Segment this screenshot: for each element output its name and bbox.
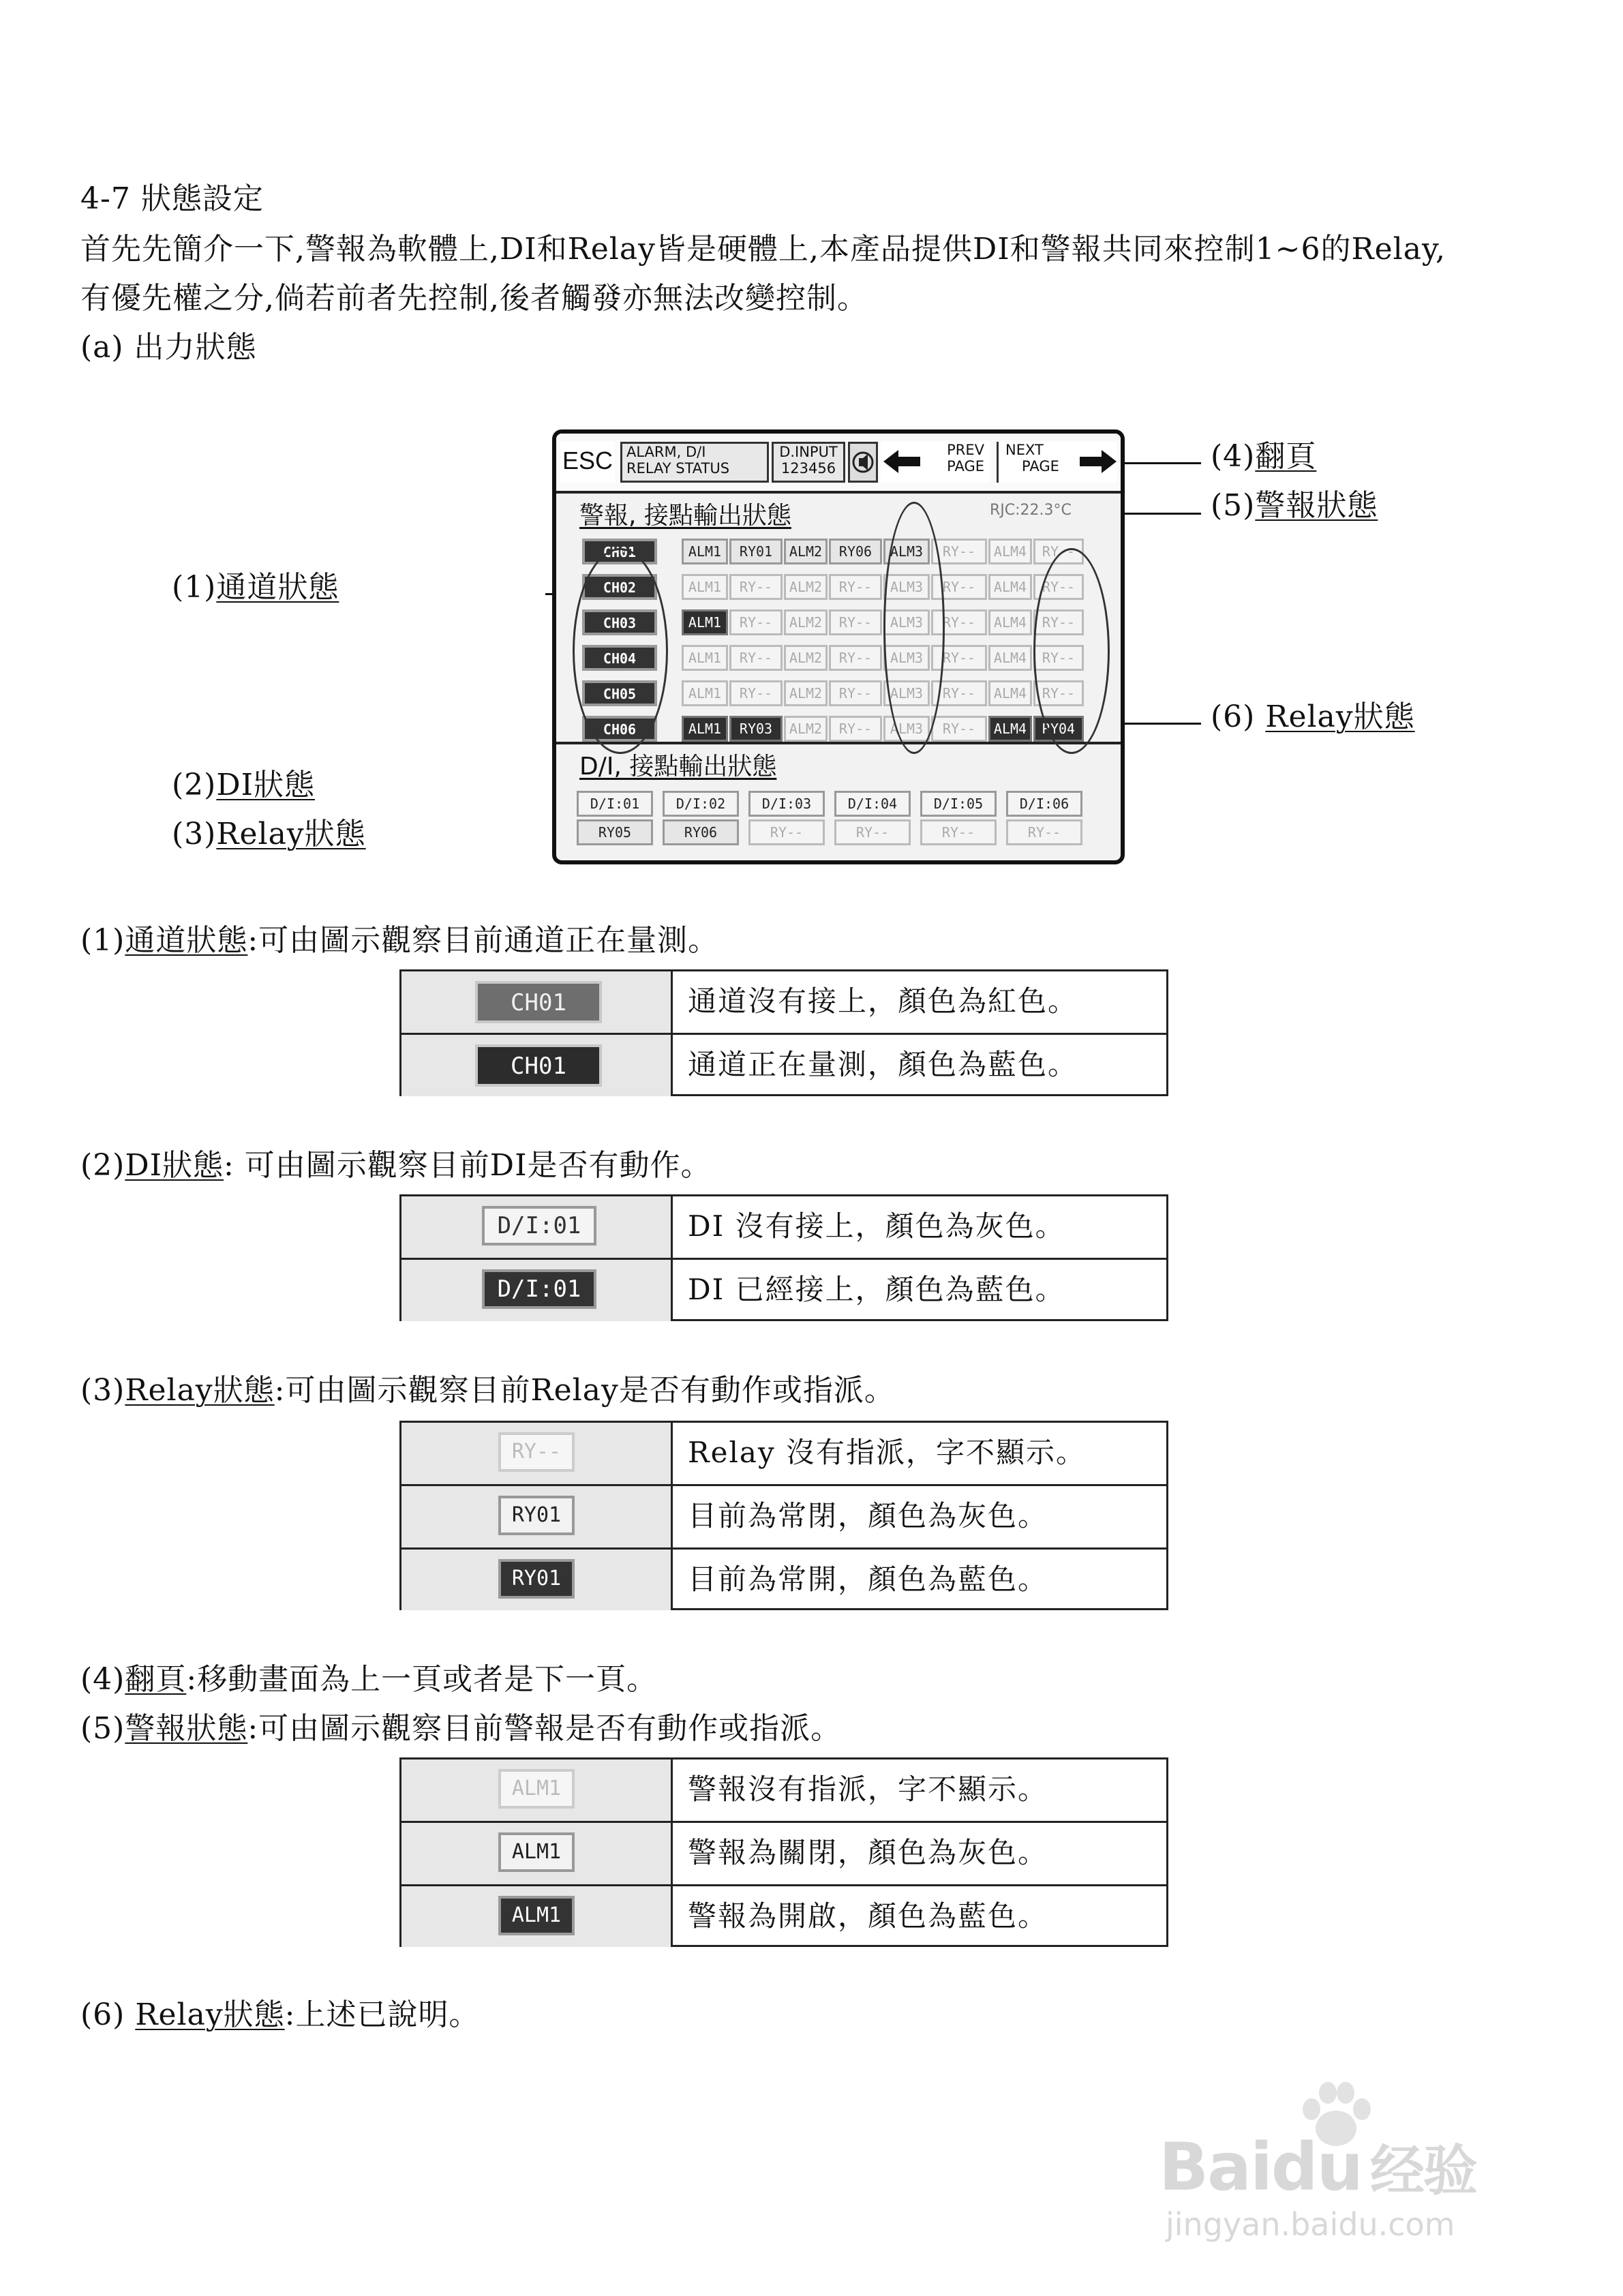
relay-badge-no: RY01 — [498, 1559, 575, 1599]
di-relay-cell: RY06 — [663, 819, 739, 845]
table-row — [401, 1759, 1166, 1821]
table-row — [401, 1423, 1166, 1484]
dinput-line-1: D.INPUT — [779, 444, 838, 460]
subheading-output-status: (a) 出力狀態 — [80, 330, 257, 365]
alarm-cell: ALM4 — [988, 574, 1032, 600]
table-cell-text: 目前為常開，顏色為藍色。 — [688, 1562, 1048, 1596]
table-row — [401, 1886, 1166, 1947]
alarm-cell: ALM4 — [988, 680, 1032, 706]
desc-4-text: :移動畫面為上一頁或者是下一頁。 — [186, 1662, 658, 1697]
di-cell: D/I:05 — [920, 791, 997, 817]
relay-badge-nc: RY01 — [498, 1496, 575, 1535]
table-cell-text: 警報為開啟，顏色為藍色。 — [688, 1899, 1048, 1933]
callout-6-text: Relay狀態 — [1265, 699, 1415, 734]
relay-cell: RY06 — [829, 539, 882, 564]
table-cell-text: 通道沒有接上，顏色為紅色。 — [688, 984, 1078, 1018]
desc-4-number: (4) — [80, 1662, 125, 1697]
desc-1-number: (1) — [80, 923, 125, 958]
alarm-cell: ALM3 — [883, 574, 930, 600]
desc-6-number: (6) — [80, 1997, 136, 2032]
highlight-channel-column — [573, 548, 668, 754]
di-cell: D/I:03 — [748, 791, 825, 817]
alarm-cell: ALM2 — [784, 716, 828, 742]
desc-4 — [80, 1659, 657, 1700]
relay-badge-unassigned: RY-- — [498, 1432, 575, 1472]
callout-4 — [1211, 436, 1316, 477]
callout-5-text: 警報狀態 — [1255, 488, 1378, 523]
relay-cell: RY-- — [1033, 539, 1084, 564]
alarm-badge-on: ALM1 — [498, 1896, 575, 1935]
desc-4-label: 翻頁 — [125, 1662, 187, 1697]
di-badge-off: D/I:01 — [482, 1206, 596, 1245]
table-cell-text: 警報為關閉，顏色為灰色。 — [688, 1836, 1048, 1869]
relay-cell: RY-- — [931, 539, 987, 564]
watermark-url: jingyan.baidu.com — [1166, 2206, 1455, 2243]
relay-cell: RY-- — [1033, 574, 1084, 600]
callout-2-text: DI狀態 — [216, 768, 315, 802]
desc-3-text: :可由圖示觀察目前Relay是否有動作或指派。 — [274, 1373, 895, 1408]
relay-cell: RY-- — [829, 645, 882, 671]
alarm-cell: ALM3 — [883, 609, 930, 635]
intro-line-1: 首先先簡介一下,警報為軟體上,DI和Relay皆是硬體上,本產品提供DI和警報共同來控制1~6的Relay, — [80, 232, 1446, 267]
relay-cell: RY04 — [1033, 716, 1084, 742]
callout-6 — [1211, 697, 1415, 738]
relay-cell: RY-- — [931, 574, 987, 600]
channel-chip[interactable]: CH04 — [582, 645, 657, 671]
table-row — [401, 1196, 1166, 1258]
alarm-cell: ALM2 — [784, 645, 828, 671]
relay-cell: RY-- — [931, 609, 987, 635]
di-relay-cell: RY-- — [748, 819, 825, 845]
desc-6 — [80, 1995, 479, 2036]
section-heading: 4-7 狀態設定 — [80, 181, 264, 216]
alarm-cell: ALM4 — [988, 609, 1032, 635]
callout-1 — [172, 567, 339, 608]
di-relay-cell: RY-- — [1006, 819, 1082, 845]
channel-status-table — [399, 969, 1168, 1096]
relay-cell: RY-- — [829, 716, 882, 742]
device-screen — [552, 429, 1125, 864]
table-cell-text: Relay 沒有指派，字不顯示。 — [688, 1436, 1087, 1469]
alarm-cell: ALM2 — [784, 574, 828, 600]
desc-2-number: (2) — [80, 1148, 125, 1183]
di-status-table — [399, 1194, 1168, 1321]
relay-cell: RY-- — [729, 574, 783, 600]
callout-5 — [1211, 485, 1378, 526]
alarm-cell: ALM1 — [682, 574, 728, 600]
desc-6-label: Relay狀態 — [135, 1997, 285, 2032]
alarm-cell: ALM1 — [682, 680, 728, 706]
desc-2 — [80, 1145, 711, 1186]
highlight-alarm-column — [883, 502, 945, 754]
di-cell: D/I:04 — [834, 791, 911, 817]
channel-badge-disconnected: CH01 — [475, 981, 602, 1023]
alarm-cell: ALM4 — [988, 645, 1032, 671]
alarm-cell: ALM3 — [883, 716, 930, 742]
relay-cell: RY-- — [729, 680, 783, 706]
desc-3 — [80, 1370, 895, 1411]
callout-2 — [172, 765, 315, 806]
di-cell: D/I:02 — [663, 791, 739, 817]
relay-cell: RY-- — [729, 645, 783, 671]
channel-chip[interactable]: CH05 — [582, 680, 657, 706]
callout-3 — [172, 814, 366, 855]
relay-cell: RY-- — [931, 645, 987, 671]
relay-cell: RY01 — [729, 539, 783, 564]
desc-3-label: Relay狀態 — [125, 1373, 275, 1408]
desc-5-number: (5) — [80, 1711, 125, 1746]
dinput-line-2: 123456 — [780, 460, 836, 477]
alarm-tab-line-2: RELAY STATUS — [626, 460, 730, 477]
table-row — [401, 1486, 1166, 1547]
relay-cell: RY-- — [829, 609, 882, 635]
table-row — [401, 1823, 1166, 1884]
callout-3-text: Relay狀態 — [216, 817, 366, 851]
alarm-badge-off: ALM1 — [498, 1832, 575, 1872]
table-cell-text: 通道正在量測，顏色為藍色。 — [688, 1048, 1078, 1081]
alarm-cell: ALM2 — [784, 539, 828, 564]
callout-2-number: (2) — [172, 768, 217, 802]
next-line-2: PAGE — [1022, 458, 1059, 474]
di-cell: D/I:06 — [1006, 791, 1082, 817]
alarm-cell: ALM1 — [682, 716, 728, 742]
relay-cell: RY-- — [1033, 645, 1084, 671]
di-badge-on: D/I:01 — [482, 1269, 596, 1309]
di-relay-cell: RY-- — [920, 819, 997, 845]
relay-cell: RY-- — [1033, 680, 1084, 706]
relay-cell: RY-- — [1033, 609, 1084, 635]
desc-1-label: 通道狀態 — [125, 923, 248, 958]
relay-cell: RY-- — [729, 609, 783, 635]
alarm-badge-unassigned: ALM1 — [498, 1769, 575, 1809]
callout-6-number: (6) — [1211, 699, 1266, 734]
next-line-1: NEXT — [1005, 442, 1044, 458]
di-relay-section-title: D/I, 接點輸出狀態 — [579, 753, 777, 781]
relay-cell: RY-- — [931, 716, 987, 742]
desc-6-text: :上述已說明。 — [284, 1997, 480, 2032]
channel-chip[interactable]: CH03 — [582, 609, 657, 635]
desc-3-number: (3) — [80, 1373, 125, 1408]
rjc-readout: RJC:22.3°C — [990, 502, 1072, 519]
alarm-cell: ALM3 — [883, 680, 930, 706]
alarm-cell: ALM1 — [682, 645, 728, 671]
prev-line-1: PREV — [947, 442, 984, 458]
alarm-relay-section-title: 警報, 接點輸出狀態 — [579, 502, 791, 530]
relay-cell: RY-- — [931, 680, 987, 706]
intro-line-2: 有優先權之分,倘若前者先控制,後者觸發亦無法改變控制。 — [80, 281, 868, 316]
table-cell-text: DI 已經接上，顏色為藍色。 — [688, 1273, 1065, 1306]
alarm-cell: ALM2 — [784, 680, 828, 706]
table-row — [401, 1260, 1166, 1321]
channel-chip[interactable]: CH06 — [582, 716, 657, 742]
relay-cell: RY-- — [829, 574, 882, 600]
table-row — [401, 971, 1166, 1033]
alarm-cell: ALM1 — [682, 609, 728, 635]
channel-chip[interactable]: CH02 — [582, 574, 657, 600]
channel-chip[interactable]: CH01 — [582, 539, 657, 564]
alarm-cell: ALM1 — [682, 539, 728, 564]
relay-cell: RY-- — [829, 680, 882, 706]
di-cell: D/I:01 — [577, 791, 653, 817]
relay-status-table — [399, 1421, 1168, 1610]
desc-5 — [80, 1708, 841, 1749]
di-relay-cell: RY-- — [834, 819, 911, 845]
channel-badge-measuring: CH01 — [475, 1044, 602, 1087]
alarm-cell: ALM3 — [883, 645, 930, 671]
desc-2-text: : 可由圖示觀察目前DI是否有動作。 — [224, 1148, 712, 1183]
watermark-brand: Baidu 经验 — [1159, 2129, 1476, 2205]
baidu-watermark — [1159, 2079, 1541, 2243]
di-relay-cell: RY05 — [577, 819, 653, 845]
table-cell-text: DI 沒有接上，顏色為灰色。 — [688, 1209, 1065, 1243]
table-cell-text: 目前為常閉，顏色為灰色。 — [688, 1499, 1048, 1532]
table-row — [401, 1550, 1166, 1610]
callout-4-number: (4) — [1211, 439, 1256, 474]
callout-1-text: 通道狀態 — [216, 570, 339, 605]
relay-cell: RY03 — [729, 716, 783, 742]
desc-1-text: :可由圖示觀察目前通道正在量測。 — [247, 923, 719, 958]
alarm-cell: ALM4 — [988, 539, 1032, 564]
alarm-cell: ALM3 — [883, 539, 930, 564]
alarm-cell: ALM2 — [784, 609, 828, 635]
desc-5-label: 警報狀態 — [125, 1711, 248, 1746]
alarm-status-table — [399, 1757, 1168, 1947]
desc-5-text: :可由圖示觀察目前警報是否有動作或指派。 — [247, 1711, 842, 1746]
highlight-relay-column — [1033, 548, 1110, 754]
callout-3-number: (3) — [172, 817, 217, 851]
table-cell-text: 警報沒有指派，字不顯示。 — [688, 1772, 1048, 1806]
esc-button[interactable]: ESC — [560, 442, 615, 483]
prev-line-2: PAGE — [947, 458, 984, 474]
alarm-tab-line-1: ALARM, D/I — [626, 444, 706, 460]
desc-2-label: DI狀態 — [125, 1148, 224, 1183]
callout-5-number: (5) — [1211, 488, 1256, 523]
desc-1 — [80, 920, 718, 961]
table-row — [401, 1035, 1166, 1096]
callout-1-number: (1) — [172, 570, 217, 605]
callout-4-text: 翻頁 — [1255, 439, 1317, 474]
alarm-cell: ALM4 — [988, 716, 1032, 742]
